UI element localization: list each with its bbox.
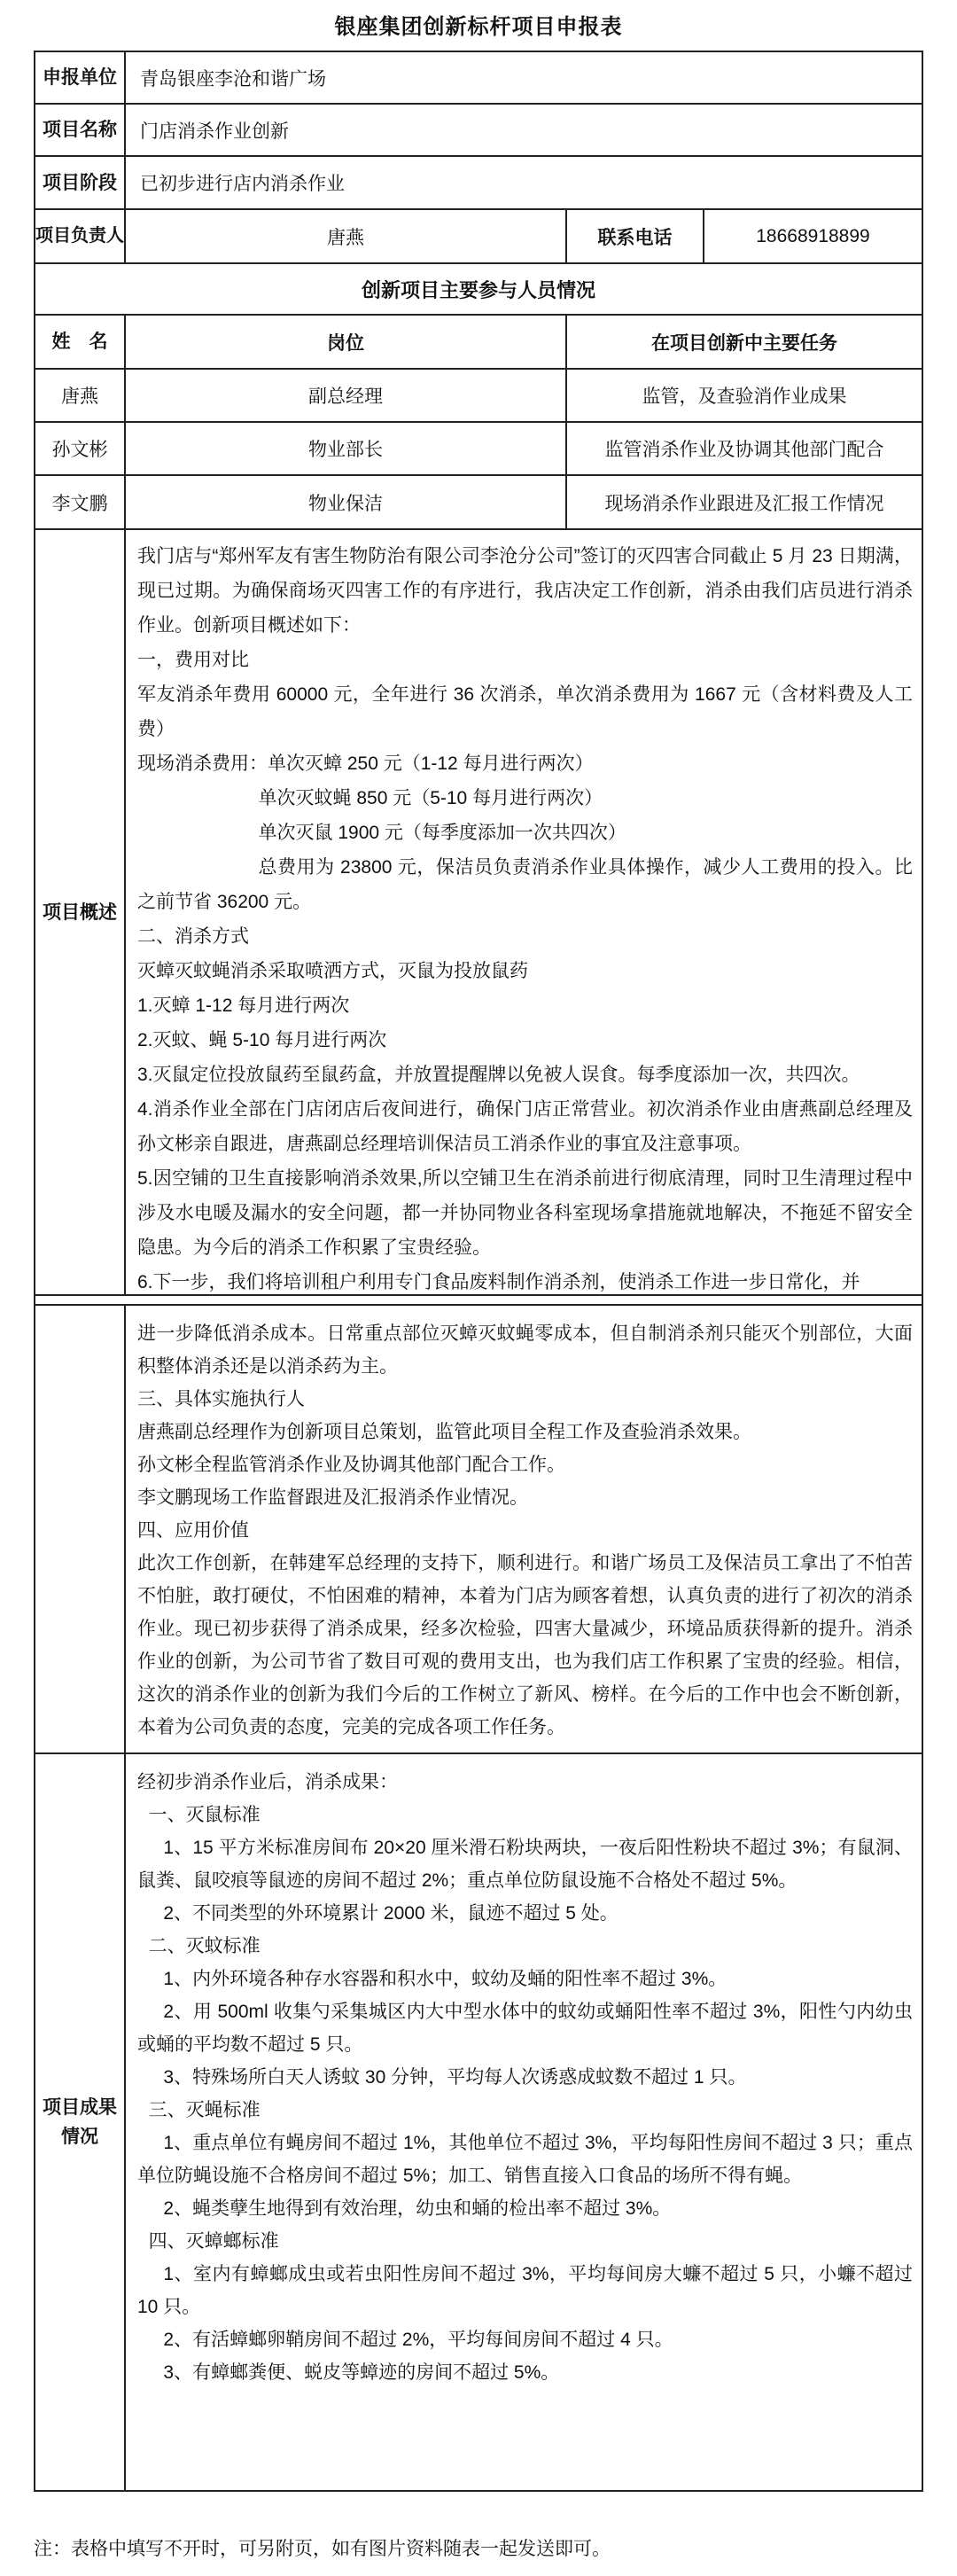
participants-header-post: 岗位 — [124, 316, 565, 368]
overview-paragraph: 此次工作创新，在韩建军总经理的支持下，顺利进行。和谐广场员工及保洁员工拿出了不怕苦不怕脏，敢打硬仗，不怕困难的精神，本着为门店为顾客着想，认真负责的进行了初次的消杀作业。现已初步获得了消杀成果，经多次检验，四害大量减少，环境品质获得新的提升。消杀作业的创新，为公司节省了数目可观的费用支出，也为我们店工作积累了宝贵的经验。相信，这次的消杀作业的创新为我们今后的工作树立了新风、榜样。在今后的工作中也会不断创新，本着为公司负责的态度，完美的完成各项工作任务。 — [137, 1553, 913, 1737]
row-unit — [35, 52, 922, 105]
form-footnote: 注：表格中填写不开时，可另附页，如有图片资料随表一起发送即可。 — [34, 2539, 611, 2559]
row-leader-contact — [35, 210, 922, 264]
participants-section-title: 创新项目主要参与人员情况 — [361, 278, 595, 301]
overview-paragraph: 二、消杀方式 — [137, 926, 249, 947]
overview-paragraph: 四、应用价值 — [137, 1520, 249, 1541]
overview-text — [124, 530, 922, 1294]
unit-value: 青岛银座李沧和谐广场 — [124, 52, 922, 103]
overview-paragraph: 我门店与“郑州军友有害生物防治有限公司李沧分公司”签订的灭四害合同截止 5 月 23 日期满，现已过期。为确保商场灭四害工作的有序进行，我店决定工作创新，消杀由我们店员进行消杀作业。创新项目概述如下： — [137, 546, 913, 636]
results-paragraph: 2、用 500ml 收集勺采集城区内大中型水体中的蚊幼或蛹阳性率不超过 3%，阳性勺内幼虫或蛹的平均数不超过 5 只。 — [137, 2002, 913, 2055]
results-paragraph: 2、有活蟑螂卵鞘房间不超过 2%，平均每间房间不超过 4 只。 — [163, 2330, 673, 2350]
overview-paragraph: 6.下一步，我们将培训租户利用专门食品废料制作消杀剂，使消杀工作进一步日常化，并 — [137, 1272, 860, 1292]
participant-row — [35, 476, 922, 530]
application-form-table — [34, 51, 923, 2492]
overview-paragraph: 单次灭鼠 1900 元（每季度添加一次共四次） — [258, 823, 626, 843]
overview-paragraph: 进一步降低消杀成本。日常重点部位灭蟑灭蚊蝇零成本，但自制消杀剂只能灭个别部位，大面积整体消杀还是以消杀药为主。 — [137, 1323, 913, 1377]
results-paragraph: 二、灭蚊标准 — [148, 1936, 261, 1956]
overview-paragraph: 1.灭蟑 1-12 每月进行两次 — [137, 995, 350, 1016]
project-stage-label: 项目阶段 — [43, 172, 117, 193]
results-paragraph: 一、灭鼠标准 — [148, 1805, 261, 1825]
overview-paragraph: 三、具体实施执行人 — [137, 1389, 305, 1409]
overview-paragraph: 2.灭蚊、蝇 5-10 每月进行两次 — [137, 1030, 387, 1050]
project-name-value: 门店消杀作业创新 — [124, 105, 922, 155]
row-participants-header — [35, 316, 922, 370]
overview-continued-text — [124, 1306, 922, 1752]
overview-paragraph: 一，费用对比 — [137, 650, 249, 670]
results-paragraph: 经初步消杀作业后，消杀成果： — [137, 1772, 398, 1792]
overview-paragraph: 单次灭蚊蝇 850 元（5-10 每月进行两次） — [258, 788, 603, 808]
page-title: 银座集团创新标杆项目申报表 — [334, 15, 623, 39]
overview-paragraph: 李文鹏现场工作监督跟进及汇报消杀作业情况。 — [137, 1487, 528, 1508]
participant-task: 监管，及查验消作业成果 — [565, 370, 922, 421]
overview-label: 项目概述 — [43, 902, 117, 923]
participant-post: 物业保洁 — [124, 476, 565, 528]
participant-row — [35, 370, 922, 423]
phone-value: 18668918899 — [703, 210, 922, 262]
row-participants-section — [35, 264, 922, 316]
results-paragraph: 1、室内有蟑螂成虫或若虫阳性房间不超过 3%，平均每间房大蠊不超过 5 只，小蠊不超过 10 只。 — [137, 2264, 913, 2317]
project-name-label: 项目名称 — [43, 120, 117, 140]
participant-name: 孙文彬 — [51, 440, 108, 460]
overview-paragraph: 灭蟑灭蚊蝇消杀采取喷洒方式，灭鼠为投放鼠药 — [137, 961, 528, 981]
leader-label: 项目负责人 — [35, 226, 124, 246]
row-project-overview-continued — [35, 1306, 922, 1754]
participant-name: 李文鹏 — [51, 493, 108, 514]
results-label: 项目成果情况 — [43, 2097, 117, 2147]
results-paragraph: 1、15 平方米标准房间布 20×20 厘米滑石粉块两块，一夜后阳性粉块不超过 3%；有鼠洞、鼠粪、鼠咬痕等鼠迹的房间不超过 2%；重点单位防鼠设施不合格处不超过 5%。 — [137, 1838, 913, 1891]
overview-paragraph: 现场消杀费用：单次灭蟑 250 元（1-12 每月进行两次） — [137, 753, 594, 774]
results-paragraph: 1、重点单位有蝇房间不超过 1%，其他单位不超过 3%，平均每阳性房间不超过 3 只；重点单位防蝇设施不合格房间不超过 5%；加工、销售直接入口食品的场所不得有蝇。 — [137, 2133, 913, 2186]
participant-name: 唐燕 — [61, 386, 98, 407]
results-paragraph: 三、灭蝇标准 — [148, 2100, 261, 2120]
participants-header-task: 在项目创新中主要任务 — [565, 316, 922, 368]
row-project-results — [35, 1754, 922, 2490]
leader-value: 唐燕 — [124, 210, 565, 262]
participant-task: 监管消杀作业及协调其他部门配合 — [565, 423, 922, 474]
row-project-name — [35, 105, 922, 157]
row-project-stage — [35, 157, 922, 210]
participants-header-name: 姓 名 — [51, 332, 108, 352]
results-paragraph: 1、内外环境各种存水容器和积水中，蚊幼及蛹的阳性率不超过 3%。 — [163, 1969, 727, 1989]
overview-paragraph: 孙文彬全程监管消杀作业及协调其他部门配合工作。 — [137, 1455, 565, 1475]
unit-label: 申报单位 — [43, 67, 117, 88]
results-paragraph: 2、蝇类孽生地得到有效治理，幼虫和蛹的检出率不超过 3%。 — [163, 2198, 672, 2219]
overview-paragraph: 唐燕副总经理作为创新项目总策划，监管此项目全程工作及查验消杀效果。 — [137, 1422, 751, 1442]
results-paragraph: 四、灭蟑螂标准 — [148, 2231, 279, 2252]
results-paragraph: 2、不同类型的外环境累计 2000 米，鼠迹不超过 5 处。 — [163, 1903, 619, 1924]
overview-paragraph: 4.消杀作业全部在门店闭店后夜间进行，确保门店正常营业。初次消杀作业由唐燕副总经理及孙文彬亲自跟进，唐燕副总经理培训保洁员工消杀作业的事宜及注意事项。 — [137, 1099, 913, 1154]
participant-post: 副总经理 — [124, 370, 565, 421]
participant-row — [35, 423, 922, 476]
row-project-overview — [35, 530, 922, 1296]
overview-paragraph: 总费用为 23800 元，保洁员负责消杀作业具体操作，减少人工费用的投入。比之前节省 36200 元。 — [137, 857, 913, 912]
results-paragraph: 3、有蟑螂粪便、蜕皮等蟑迹的房间不超过 5%。 — [163, 2362, 560, 2383]
participant-post: 物业部长 — [124, 423, 565, 474]
project-stage-value: 已初步进行店内消杀作业 — [124, 157, 922, 208]
phone-label: 联系电话 — [565, 210, 703, 262]
overview-paragraph: 3.灭鼠定位投放鼠药至鼠药盒，并放置提醒牌以免被人误食。每季度添加一次，共四次。 — [137, 1065, 860, 1085]
overview-paragraph: 5.因空铺的卫生直接影响消杀效果,所以空铺卫生在消杀前进行彻底清理，同时卫生清理过程中涉及水电暖及漏水的安全问题，都一并协同物业各科室现场拿措施就地解决，不拖延不留安全隐患。为今后的消杀工作积累了宝贵经验。 — [137, 1168, 913, 1258]
overview-continued-label — [35, 1306, 124, 1752]
results-text — [124, 1754, 922, 2490]
overview-paragraph: 军友消杀年费用 60000 元，全年进行 36 次消杀，单次消杀费用为 1667 元（含材料费及人工费） — [137, 684, 913, 739]
participant-task: 现场消杀作业跟进及汇报工作情况 — [565, 476, 922, 528]
results-paragraph: 3、特殊场所白天人诱蚊 30 分钟，平均每人次诱惑成蚊数不超过 1 只。 — [163, 2067, 747, 2088]
